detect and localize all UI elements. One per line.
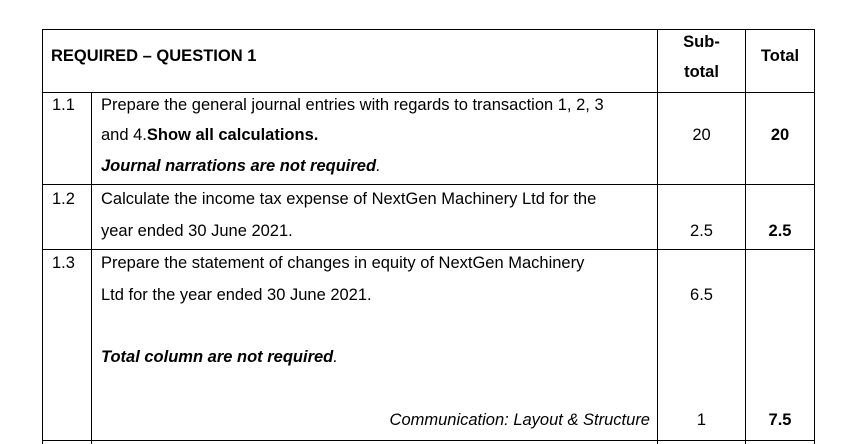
row-description-line: and 4.Show all calculations. bbox=[101, 126, 319, 144]
row-subtotal: 6.5 bbox=[690, 286, 713, 304]
question-total: 7.5 bbox=[768, 411, 792, 429]
row-total: 20 bbox=[770, 126, 790, 144]
row-subtotal: 20 bbox=[692, 126, 711, 144]
communication-label: Communication: Layout & Structure bbox=[389, 411, 650, 429]
row-description-line: Prepare the general journal entries with regards to transaction 1, 2, 3 bbox=[101, 96, 604, 114]
total-header: Total bbox=[760, 47, 800, 65]
row-description-line: Prepare the statement of changes in equity of NextGen Machinery bbox=[101, 254, 585, 272]
row-number: 1.1 bbox=[52, 96, 75, 114]
row-description-note: Journal narrations are not required. bbox=[101, 157, 381, 175]
table-border-bottom bbox=[42, 440, 815, 441]
communication-subtotal: 1 bbox=[696, 411, 707, 429]
table-border-top bbox=[42, 29, 815, 30]
row-description-line: Calculate the income tax expense of NextGen Machinery Ltd for the bbox=[101, 190, 597, 208]
row-divider bbox=[42, 184, 815, 185]
row-total: 2.5 bbox=[768, 222, 792, 240]
header-divider bbox=[42, 92, 815, 93]
subtotal-header-line2: total bbox=[684, 63, 719, 81]
subtotal-header-line1: Sub- bbox=[683, 33, 720, 51]
number-column-divider bbox=[91, 92, 92, 444]
table-border-right bbox=[814, 29, 815, 444]
row-number: 1.3 bbox=[52, 254, 75, 272]
row-description-line: year ended 30 June 2021. bbox=[101, 222, 293, 240]
row-description-line: Ltd for the year ended 30 June 2021. bbox=[101, 286, 372, 304]
row-number: 1.2 bbox=[52, 190, 75, 208]
row-divider bbox=[42, 249, 815, 250]
row-subtotal: 2.5 bbox=[690, 222, 713, 240]
row-description-note: Total column are not required. bbox=[101, 348, 338, 366]
table-title: REQUIRED – QUESTION 1 bbox=[51, 47, 257, 65]
table-border-left bbox=[42, 29, 43, 444]
